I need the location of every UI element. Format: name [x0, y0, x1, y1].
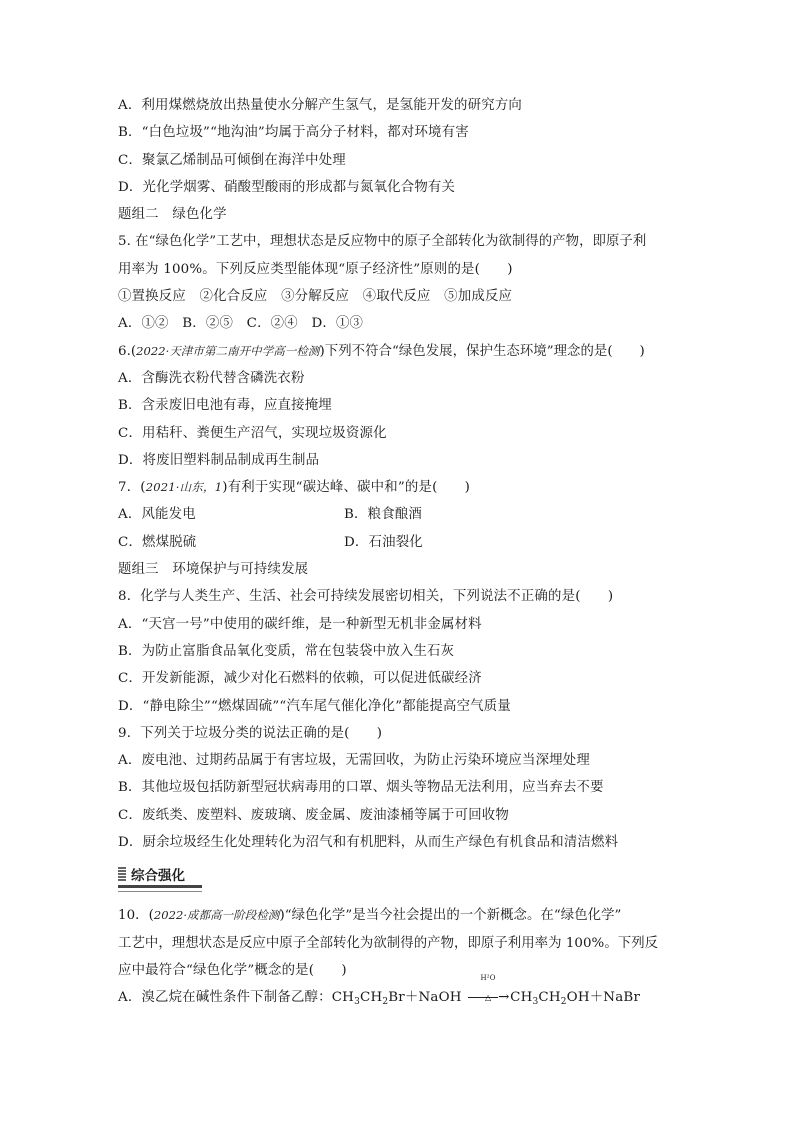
option-row	[118, 529, 678, 556]
question-text: 10．(2022·成都高一阶段检测)“绿色化学”是当今社会提出的一个新概念。在“绿色化学”	[118, 908, 622, 924]
section-title: 综合强化	[131, 868, 185, 885]
option-line: A．利用煤燃烧放出热量使水分解产生氢气，是氢能开发的研究方向	[118, 98, 522, 113]
question-source: 2021·山东，1	[145, 480, 223, 495]
option-line: A．废电池、过期药品属于有害垃圾，无需回收，为防止污染环境应当深埋处理	[118, 753, 590, 769]
option-line: B．其他垃圾包括防新型冠状病毒用的口罩、烟头等物品无法利用，应当弃去不要	[118, 780, 604, 796]
option-line: D．将废旧塑料制品制成再生制品	[118, 452, 320, 468]
question-text: 用率为 100%。下列反应类型能体现“原子经济性”原则的是( )	[118, 261, 513, 277]
section-underline-thin	[118, 891, 202, 892]
question-text: 6.(2022·天津市第二南开中学高一检测)下列不符合“绿色发展，保护生态环境”理念的是( )	[118, 343, 645, 359]
reaction-arrow: H²O → △	[468, 984, 508, 1011]
option-line: D．厨余垃圾经生化处理转化为沼气和有机肥料，从而生产绿色有机食品和清洁燃料	[118, 835, 619, 851]
option-line: B．为防止富脂食品氧化变质，常在包装袋中放入生石灰	[118, 643, 455, 659]
question-source: 2022·天津市第二南开中学高一检测	[136, 343, 320, 358]
option-a: A．风能发电	[118, 507, 196, 523]
option-line: C．开发新能源，减少对化石燃料的依赖，可以促进低碳经济	[118, 671, 482, 687]
option-line: A．含酶洗衣粉代替含磷洗衣粉	[118, 370, 305, 386]
question-text: 9．下列关于垃圾分类的说法正确的是( )	[118, 725, 383, 741]
option-equation: A．溴乙烷在碱性条件下制备乙醇：$CH_3CH_2Br+NaOH$ H²O → △ $CH_3CH_2OH+NaBr$	[118, 984, 678, 1011]
question-text: 7．(2021·山东，1)有利于实现“碳达峰、碳中和”的是( )	[118, 480, 471, 496]
option-row	[118, 501, 678, 528]
section-underline	[118, 885, 202, 888]
option-line: D．光化学烟雾、硝酸型酸雨的形成都与氮氧化合物有关	[118, 179, 456, 195]
option-line: C．聚氯乙烯制品可倾倒在海洋中处理	[118, 152, 346, 168]
option-b: B．粮食酿酒	[344, 507, 422, 523]
section-header	[118, 862, 678, 886]
group-heading: 题组二 绿色化学	[118, 207, 227, 223]
question-text: 5. 在“绿色化学”工艺中，理想状态是反应物中的原子全部转化为欲制得的产物，即原子利	[118, 234, 647, 250]
page-body	[118, 92, 678, 1012]
option-line: C．用秸秆、粪便生产沼气，实现垃圾资源化	[118, 425, 387, 441]
choice-list: ①置换反应 ②化合反应 ③分解反应 ④取代反应 ⑤加成反应	[118, 289, 513, 305]
option-line: B．“白色垃圾”“地沟油”均属于高分子材料，都对环境有害	[118, 125, 469, 141]
arrow-condition-bottom: △	[484, 993, 492, 1003]
section-marker-icon	[118, 867, 126, 881]
option-d: D．石油裂化	[344, 534, 423, 550]
question-text: 工艺中，理想状态是反应中原子全部转化为欲制得的产物，即原子利用率为 100%。下列反	[118, 935, 659, 951]
arrow-condition-top: H²O	[480, 974, 496, 983]
question-text: 应中最符合“绿色化学”概念的是( )	[118, 962, 347, 978]
option-line: C．废纸类、废塑料、废玻璃、废金属、废油漆桶等属于可回收物	[118, 807, 509, 823]
option-line: A．“天宫一号”中使用的碳纤维，是一种新型无机非金属材料	[118, 616, 482, 632]
option-line: A．①② B．②⑤ C．②④ D．①③	[118, 316, 364, 332]
question-text: 8．化学与人类生产、生活、社会可持续发展密切相关，下列说法不正确的是( )	[118, 589, 614, 605]
option-line: D．“静电除尘”“燃煤固硫”“汽车尾气催化净化”都能提高空气质量	[118, 698, 511, 714]
question-source: 2022·成都高一阶段检测	[153, 908, 280, 923]
option-line: B．含汞废旧电池有毒，应直接掩埋	[118, 398, 332, 414]
group-heading: 题组三 环境保护与可持续发展	[118, 562, 309, 578]
option-c: C．燃煤脱硫	[118, 534, 197, 550]
